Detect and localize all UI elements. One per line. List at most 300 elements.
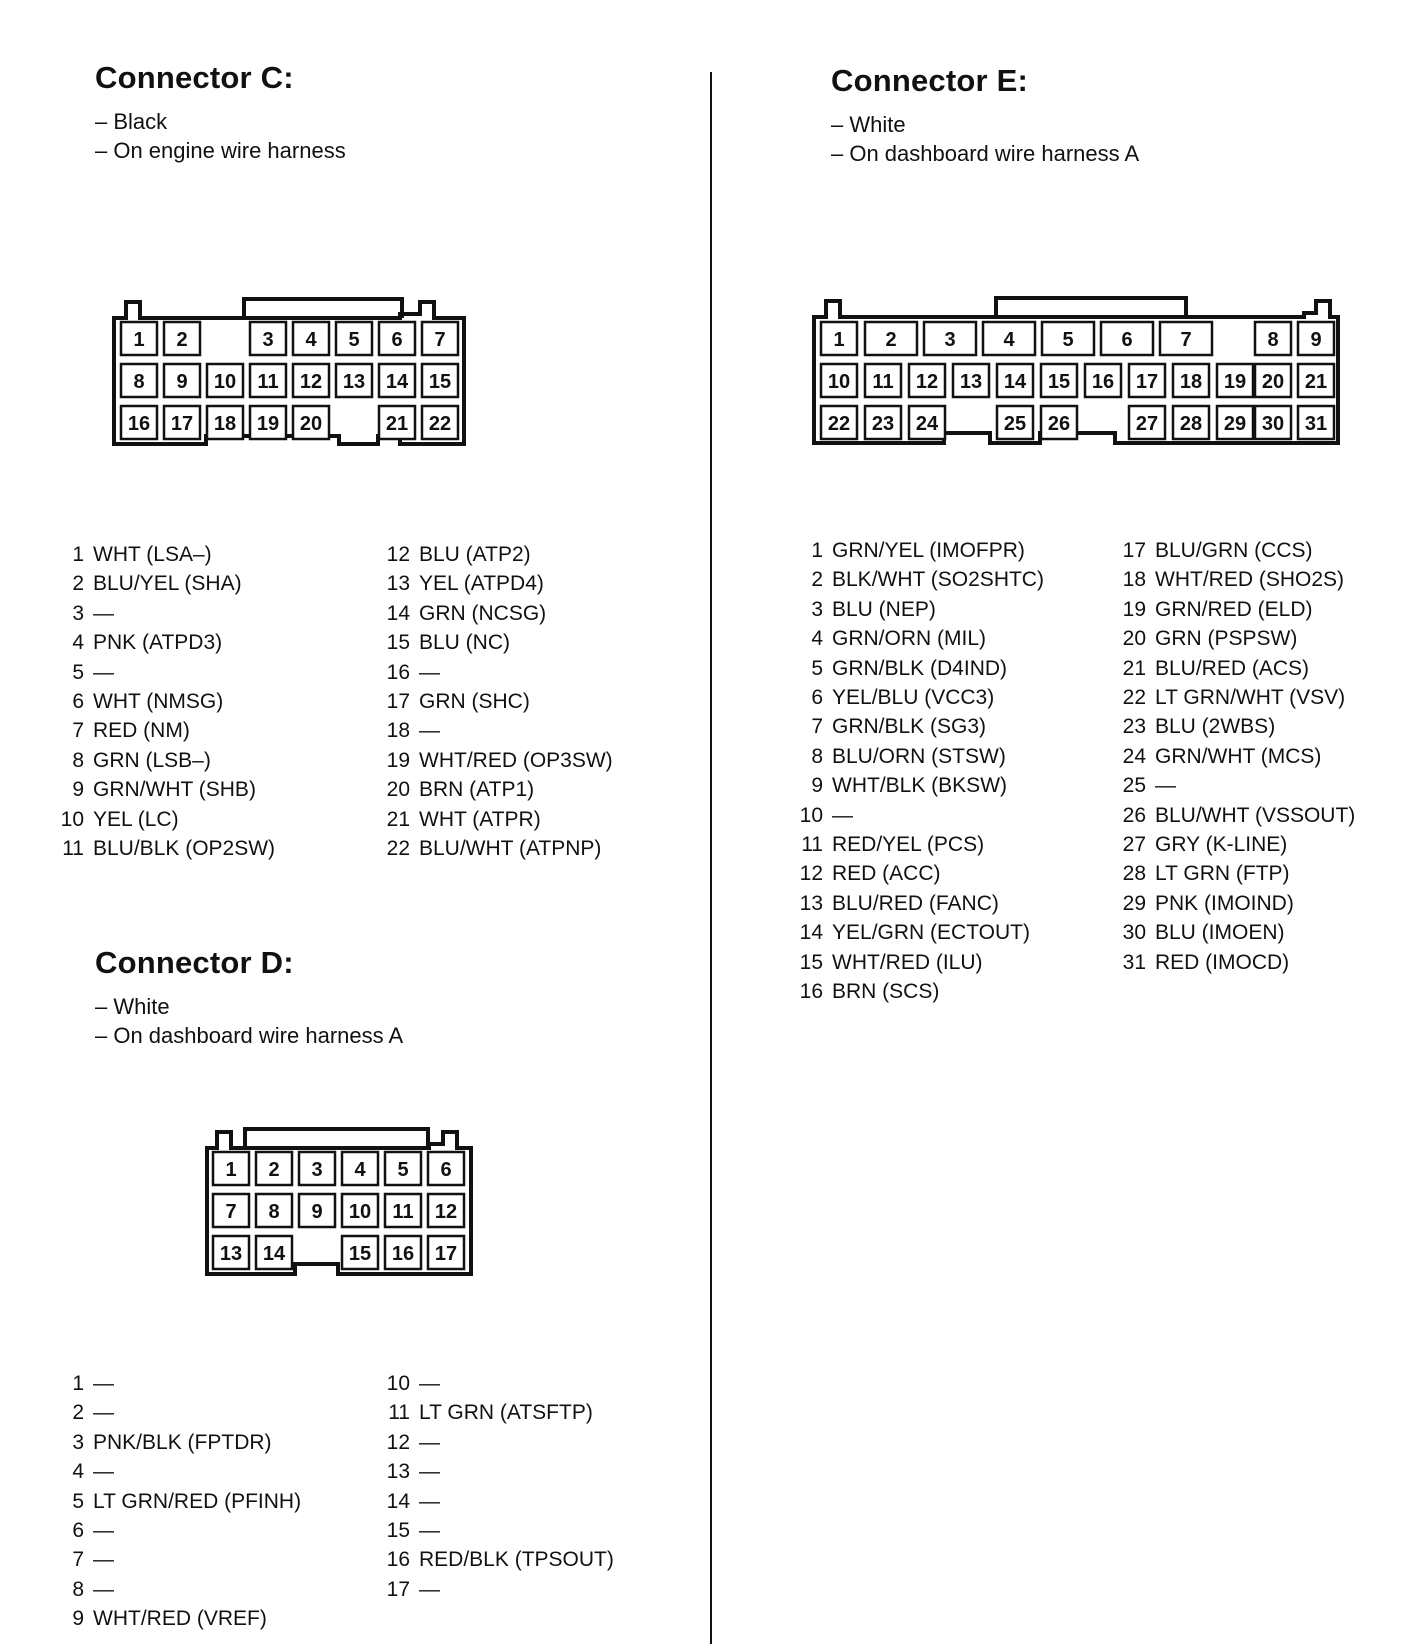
connector-e-label-18: 18 <box>1179 371 1203 393</box>
connector-c-pin-row <box>50 599 275 628</box>
connector-c-pin-row <box>50 716 275 745</box>
pin-wire: BRN (SCS) <box>832 980 940 1004</box>
connector-d-title: Connector D: <box>95 945 294 980</box>
connector-e-label-27: 27 <box>1135 413 1159 435</box>
connector-e-pin-row <box>1112 565 1355 594</box>
connector-e-pin-row <box>1112 536 1355 565</box>
connector-d-label-13: 13 <box>219 1243 243 1265</box>
pin-wire: WHT/RED (ILU) <box>832 950 983 974</box>
connector-e-pin-row <box>789 948 1044 977</box>
connector-e-label-9: 9 <box>1310 329 1322 351</box>
connector-d-diagram <box>203 1124 483 1284</box>
connector-d-pin-row <box>50 1428 301 1457</box>
pin-wire: GRN/BLK (SG3) <box>832 715 987 739</box>
pin-number: 16 <box>386 1548 410 1572</box>
connector-c-label-13: 13 <box>342 371 366 393</box>
pin-wire: RED (ACC) <box>832 862 941 886</box>
connector-e-pin-row <box>1112 948 1355 977</box>
pin-number: 24 <box>1122 744 1146 768</box>
pin-number: 1 <box>72 1372 84 1395</box>
connector-c-label-15: 15 <box>428 371 452 393</box>
pin-wire: GRN (PSPSW) <box>1155 627 1298 651</box>
connector-e-color: – White <box>831 112 906 137</box>
connector-e-label-21: 21 <box>1304 371 1328 393</box>
pin-wire: WHT/RED (SHO2S) <box>1155 568 1344 592</box>
connector-d-pinlist-right <box>376 1369 614 1604</box>
pin-wire: — <box>419 1577 440 1601</box>
connector-e-label-3: 3 <box>944 329 956 351</box>
connector-d-label-3: 3 <box>311 1159 323 1181</box>
connector-e-pin-row <box>1112 918 1355 947</box>
connector-e-pin-row <box>1112 889 1355 918</box>
connector-c-title: Connector C: <box>95 60 294 95</box>
connector-d-pin-row <box>50 1457 301 1486</box>
connector-e-pin-row <box>1112 801 1355 830</box>
pin-wire: — <box>93 1460 114 1484</box>
connector-c-pinlist-left <box>50 540 275 863</box>
pin-number: 12 <box>386 543 410 566</box>
connector-e-label-15: 15 <box>1047 371 1071 393</box>
connector-e-label-19: 19 <box>1223 371 1247 393</box>
pin-number: 11 <box>801 833 823 857</box>
pin-wire: RED/YEL (PCS) <box>832 833 985 857</box>
connector-e-pin-row <box>1112 771 1355 800</box>
pin-number: 5 <box>72 660 84 684</box>
connector-e-pin-row <box>1112 624 1355 653</box>
connector-e-label-17: 17 <box>1135 371 1159 393</box>
connector-d-pin-row <box>376 1575 614 1604</box>
pin-number: 2 <box>811 568 823 592</box>
connector-d-label-6: 6 <box>440 1159 452 1181</box>
pin-wire: BLU (NC) <box>419 631 511 655</box>
connector-d-pin-row <box>50 1604 301 1633</box>
connector-d-label-1: 1 <box>225 1159 237 1181</box>
pin-wire: LT GRN/WHT (VSV) <box>1155 686 1346 710</box>
connector-c-pin-row <box>376 746 613 775</box>
pin-number: 7 <box>72 719 84 743</box>
pin-wire: GRN (LSB–) <box>93 748 211 772</box>
pin-wire: WHT/BLK (BKSW) <box>832 774 1008 798</box>
pin-number: 3 <box>811 597 823 621</box>
connector-d-pin-row <box>376 1487 614 1516</box>
pin-number: 10 <box>799 803 823 827</box>
connector-e-label-23: 23 <box>871 413 895 435</box>
pin-wire: — <box>93 1548 114 1572</box>
pin-number: 12 <box>386 1430 410 1454</box>
connector-c-pin-row <box>50 687 275 716</box>
connector-d-label-4: 4 <box>354 1159 366 1181</box>
connector-c-color: – Black <box>95 109 168 134</box>
connector-e-pin-row <box>789 830 1044 859</box>
connector-e-pin-row <box>789 889 1044 918</box>
pin-wire: LT GRN (FTP) <box>1155 862 1290 886</box>
pin-number: 7 <box>72 1548 84 1572</box>
connector-d-pin-row <box>50 1369 301 1398</box>
connector-e-pin-row <box>789 536 1044 565</box>
pin-number: 4 <box>72 1460 84 1484</box>
pin-wire: BLU/YEL (SHA) <box>93 572 242 596</box>
connector-c-pin-row <box>50 746 275 775</box>
connector-c-label-17: 17 <box>170 413 194 435</box>
pin-number: 8 <box>72 1577 84 1601</box>
connector-e-label-6: 6 <box>1121 329 1133 351</box>
pin-wire: LT GRN/RED (PFINH) <box>93 1489 302 1513</box>
connector-e-pin-row <box>1112 595 1355 624</box>
pin-number: 26 <box>1122 803 1146 827</box>
connector-d-pin-row <box>376 1545 614 1574</box>
pin-wire: BLK/WHT (SO2SHTC) <box>832 568 1044 592</box>
connector-e-label-16: 16 <box>1091 371 1115 393</box>
connector-e-pin-row <box>789 859 1044 888</box>
pin-number: 16 <box>799 980 823 1004</box>
connector-d-svg <box>203 1124 483 1284</box>
pin-wire: GRY (K-LINE) <box>1155 833 1288 857</box>
pin-wire: WHT (ATPR) <box>419 807 541 831</box>
connector-c-pin-row <box>50 834 275 863</box>
connector-e-pin-row <box>1112 742 1355 771</box>
pin-number: 21 <box>386 807 410 831</box>
connector-c-pinlist-right <box>376 540 613 863</box>
connector-d-pin-row <box>376 1428 614 1457</box>
pin-number: 18 <box>1122 568 1146 592</box>
connector-e-label-30: 30 <box>1261 413 1285 435</box>
connector-e-pin-row <box>789 801 1044 830</box>
pin-wire: YEL (LC) <box>93 807 179 831</box>
connector-c-label-9: 9 <box>176 371 188 393</box>
connector-e-label-29: 29 <box>1223 413 1247 435</box>
connector-e-pin-row <box>1112 683 1355 712</box>
pin-wire: BLU/GRN (CCS) <box>1155 539 1313 562</box>
pin-wire: YEL/GRN (ECTOUT) <box>832 921 1030 945</box>
connector-d-pin-row <box>376 1369 614 1398</box>
pin-wire: — <box>1155 774 1176 798</box>
pin-wire: — <box>419 1430 440 1454</box>
pin-wire: WHT (LSA–) <box>93 543 212 566</box>
connector-d-pin-row <box>376 1398 614 1427</box>
pin-wire: WHT/RED (VREF) <box>93 1607 267 1631</box>
connector-e-pin-row <box>1112 712 1355 741</box>
page-divider <box>710 72 712 1644</box>
pin-wire: BLU/ORN (STSW) <box>832 744 1006 768</box>
connector-e-pin-row <box>789 742 1044 771</box>
pin-number: 27 <box>1122 833 1146 857</box>
connector-d-pin-row <box>376 1516 614 1545</box>
connector-c-label-5: 5 <box>348 329 360 351</box>
pin-number: 3 <box>72 1430 84 1454</box>
connector-c-label-7: 7 <box>434 329 446 351</box>
connector-e-pin-row <box>789 595 1044 624</box>
pin-number: 18 <box>386 719 410 743</box>
pin-number: 13 <box>386 1460 410 1484</box>
connector-c-label-12: 12 <box>299 371 323 393</box>
pin-wire: BLU/BLK (OP2SW) <box>93 837 276 861</box>
connector-c-label-10: 10 <box>213 371 237 393</box>
connector-c-label-22: 22 <box>428 413 452 435</box>
connector-e-pin-row <box>1112 830 1355 859</box>
connector-c-pin-row <box>376 628 613 657</box>
connector-c-pin-row <box>376 716 613 745</box>
connector-e-label-20: 20 <box>1261 371 1285 393</box>
connector-e-label-2: 2 <box>885 329 897 351</box>
pin-wire: RED (NM) <box>93 719 190 743</box>
connector-c-label-11: 11 <box>257 371 279 393</box>
pin-number: 6 <box>72 1519 84 1543</box>
pin-wire: — <box>419 1519 440 1543</box>
connector-c-label-14: 14 <box>385 371 409 393</box>
connector-e-label-24: 24 <box>915 413 939 435</box>
connector-c-label-8: 8 <box>133 371 145 393</box>
pin-number: 12 <box>799 862 823 886</box>
pin-wire: — <box>93 601 114 625</box>
connector-c-pin-row <box>376 687 613 716</box>
pin-number: 4 <box>811 627 823 651</box>
pin-number: 8 <box>72 748 84 772</box>
connector-e-title: Connector E: <box>831 63 1029 98</box>
connector-e-pin-row <box>789 977 1044 1006</box>
connector-e-label-4: 4 <box>1003 329 1015 351</box>
connector-e-pin-row <box>789 683 1044 712</box>
connector-e-label-10: 10 <box>827 371 851 393</box>
pin-wire: — <box>93 1519 114 1543</box>
connector-e-pin-row <box>1112 859 1355 888</box>
pin-number: 7 <box>811 715 823 739</box>
pin-number: 5 <box>811 656 823 680</box>
connector-c-pin-row <box>376 658 613 687</box>
connector-c-label-21: 21 <box>385 413 409 435</box>
pin-number: 14 <box>386 601 410 625</box>
pin-number: 5 <box>72 1489 84 1513</box>
pin-number: 1 <box>811 539 823 562</box>
connector-e-pin-row <box>1112 654 1355 683</box>
pin-wire: PNK (ATPD3) <box>93 631 223 655</box>
connector-d-label-8: 8 <box>268 1201 280 1223</box>
connector-d-label-11: 11 <box>392 1201 414 1223</box>
pin-wire: — <box>419 719 440 743</box>
connector-e-pin-row <box>789 565 1044 594</box>
pin-wire: BLU/RED (ACS) <box>1155 656 1310 680</box>
pin-number: 28 <box>1122 862 1146 886</box>
connector-e-label-8: 8 <box>1267 329 1279 351</box>
connector-e-label-13: 13 <box>959 371 983 393</box>
pin-number: 16 <box>386 660 410 684</box>
connector-e-label-31: 31 <box>1304 413 1328 435</box>
connector-d-color: – White <box>95 994 170 1019</box>
connector-e-svg <box>810 293 1350 453</box>
connector-c-pin-row <box>376 805 613 834</box>
pin-number: 14 <box>799 921 823 945</box>
pin-number: 30 <box>1122 921 1146 945</box>
pin-number: 19 <box>386 748 410 772</box>
connector-e-description <box>831 110 1139 168</box>
pin-number: 9 <box>72 778 84 802</box>
connector-e-pin-row <box>789 918 1044 947</box>
pin-wire: WHT/RED (OP3SW) <box>419 748 613 772</box>
pin-number: 20 <box>386 778 410 802</box>
connector-c-pin-row <box>376 569 613 598</box>
pin-wire: GRN/YEL (IMOFPR) <box>832 539 1025 562</box>
pin-number: 6 <box>72 690 84 714</box>
connector-c-pin-row <box>50 628 275 657</box>
connector-e-pin-row <box>789 712 1044 741</box>
pin-number: 9 <box>72 1607 84 1631</box>
pin-number: 10 <box>60 807 84 831</box>
connector-d-label-17: 17 <box>434 1243 458 1265</box>
pin-number: 4 <box>72 631 84 655</box>
connector-e-label-11: 11 <box>872 371 894 393</box>
pin-wire: BLU/WHT (VSSOUT) <box>1155 803 1356 827</box>
pin-wire: RED (IMOCD) <box>1155 950 1290 974</box>
pin-number: 23 <box>1122 715 1146 739</box>
connector-d-pin-row <box>50 1487 301 1516</box>
pin-number: 13 <box>386 572 410 596</box>
connector-c-pin-row <box>50 540 275 569</box>
connector-c-label-6: 6 <box>391 329 403 351</box>
connector-c-label-4: 4 <box>305 329 317 351</box>
pin-number: 11 <box>62 837 84 861</box>
pin-wire: PNK/BLK (FPTDR) <box>93 1430 272 1454</box>
connector-c-svg <box>110 294 470 454</box>
connector-c-location: – On engine wire harness <box>95 138 346 163</box>
connector-c-pin-row <box>50 805 275 834</box>
pin-wire: YEL/BLU (VCC3) <box>832 686 995 710</box>
connector-d-label-7: 7 <box>225 1201 237 1223</box>
pin-wire: — <box>419 1372 440 1395</box>
pin-number: 1 <box>72 543 84 566</box>
pin-number: 8 <box>811 744 823 768</box>
connector-d-label-2: 2 <box>268 1159 280 1181</box>
pin-number: 2 <box>72 572 84 596</box>
pin-wire: GRN/WHT (MCS) <box>1155 744 1322 768</box>
pin-number: 3 <box>72 601 84 625</box>
connector-c-label-2: 2 <box>176 329 188 351</box>
connector-e-location: – On dashboard wire harness A <box>831 141 1140 166</box>
pin-number: 13 <box>799 891 823 915</box>
connector-c-description <box>95 107 346 165</box>
connector-e-pin-row <box>789 771 1044 800</box>
connector-c-pin-row <box>376 834 613 863</box>
pin-number: 17 <box>386 1577 410 1601</box>
pin-wire: LT GRN (ATSFTP) <box>419 1401 593 1425</box>
pin-wire: YEL (ATPD4) <box>419 572 544 596</box>
connector-e-label-28: 28 <box>1179 413 1203 435</box>
pin-wire: — <box>93 1401 114 1425</box>
connector-d-pin-row <box>50 1516 301 1545</box>
pin-wire: BLU (ATP2) <box>419 543 531 566</box>
connector-d-label-15: 15 <box>348 1243 372 1265</box>
pin-number: 17 <box>386 690 410 714</box>
pin-number: 15 <box>386 1519 410 1543</box>
pin-wire: GRN/RED (ELD) <box>1155 597 1313 621</box>
pin-wire: — <box>419 660 440 684</box>
connector-c-label-19: 19 <box>256 413 280 435</box>
pin-wire: — <box>832 803 853 827</box>
connector-e-label-5: 5 <box>1062 329 1074 351</box>
pin-wire: — <box>419 1460 440 1484</box>
connector-d-pin-row <box>50 1545 301 1574</box>
pin-wire: — <box>93 660 114 684</box>
pin-wire: — <box>93 1577 114 1601</box>
pin-wire: WHT (NMSG) <box>93 690 224 714</box>
pin-wire: BRN (ATP1) <box>419 778 535 802</box>
pin-wire: BLU (2WBS) <box>1155 715 1276 739</box>
connector-c-pin-row <box>50 775 275 804</box>
pin-number: 6 <box>811 686 823 710</box>
pin-number: 22 <box>1122 686 1146 710</box>
connector-d-pin-row <box>50 1398 301 1427</box>
pin-number: 19 <box>1122 597 1146 621</box>
pin-wire: GRN/ORN (MIL) <box>832 627 986 651</box>
pin-number: 11 <box>388 1401 410 1425</box>
pin-number: 21 <box>1122 656 1146 680</box>
connector-e-pinlist-left <box>789 536 1044 1007</box>
pin-wire: BLU (NEP) <box>832 597 936 621</box>
pin-number: 9 <box>811 774 823 798</box>
connector-d-description <box>95 992 403 1050</box>
pin-number: 29 <box>1122 891 1146 915</box>
connector-e-label-14: 14 <box>1003 371 1027 393</box>
connector-c-label-18: 18 <box>213 413 237 435</box>
connector-c-pin-row <box>376 775 613 804</box>
pin-wire: BLU (IMOEN) <box>1155 921 1285 945</box>
connector-d-label-5: 5 <box>397 1159 409 1181</box>
connector-e-label-12: 12 <box>915 371 939 393</box>
connector-e-diagram <box>810 293 1350 453</box>
pin-number: 15 <box>799 950 823 974</box>
connector-d-label-14: 14 <box>262 1243 286 1265</box>
connector-d-pin-row <box>50 1575 301 1604</box>
connector-c-pin-row <box>376 540 613 569</box>
pin-number: 10 <box>386 1372 410 1395</box>
connector-e-label-26: 26 <box>1047 413 1071 435</box>
connector-d-location: – On dashboard wire harness A <box>95 1023 404 1048</box>
connector-c-label-20: 20 <box>299 413 323 435</box>
connector-e-label-25: 25 <box>1003 413 1027 435</box>
connector-c-pin-row <box>50 658 275 687</box>
pin-wire: PNK (IMOIND) <box>1155 891 1294 915</box>
pin-wire: RED/BLK (TPSOUT) <box>419 1548 614 1572</box>
connector-d-label-12: 12 <box>434 1201 458 1223</box>
connector-e-pinlist-right <box>1112 536 1355 977</box>
connector-e-label-1: 1 <box>833 329 845 351</box>
connector-d-pin-row <box>376 1457 614 1486</box>
connector-d-label-10: 10 <box>348 1201 372 1223</box>
connector-c-label-1: 1 <box>133 329 145 351</box>
pin-wire: GRN/BLK (D4IND) <box>832 656 1008 680</box>
pin-wire: — <box>419 1489 440 1513</box>
connector-c-label-3: 3 <box>262 329 274 351</box>
connector-e-label-22: 22 <box>827 413 851 435</box>
pin-number: 20 <box>1122 627 1146 651</box>
pin-wire: BLU/WHT (ATPNP) <box>419 837 602 861</box>
pin-number: 15 <box>386 631 410 655</box>
pin-number: 25 <box>1122 774 1146 798</box>
pin-wire: — <box>93 1372 114 1395</box>
connector-c-diagram <box>110 294 470 454</box>
connector-d-label-9: 9 <box>311 1201 323 1223</box>
connector-d-pinlist-left <box>50 1369 301 1634</box>
pin-wire: GRN (SHC) <box>419 690 530 714</box>
connector-e-pin-row <box>789 654 1044 683</box>
pin-wire: GRN/WHT (SHB) <box>93 778 256 802</box>
connector-c-label-16: 16 <box>127 413 151 435</box>
pin-number: 31 <box>1122 950 1146 974</box>
pin-number: 17 <box>1122 539 1146 562</box>
connector-c-pin-row <box>50 569 275 598</box>
pin-number: 14 <box>386 1489 410 1513</box>
pin-number: 2 <box>72 1401 84 1425</box>
connector-e-pin-row <box>789 624 1044 653</box>
pin-number: 22 <box>386 837 410 861</box>
